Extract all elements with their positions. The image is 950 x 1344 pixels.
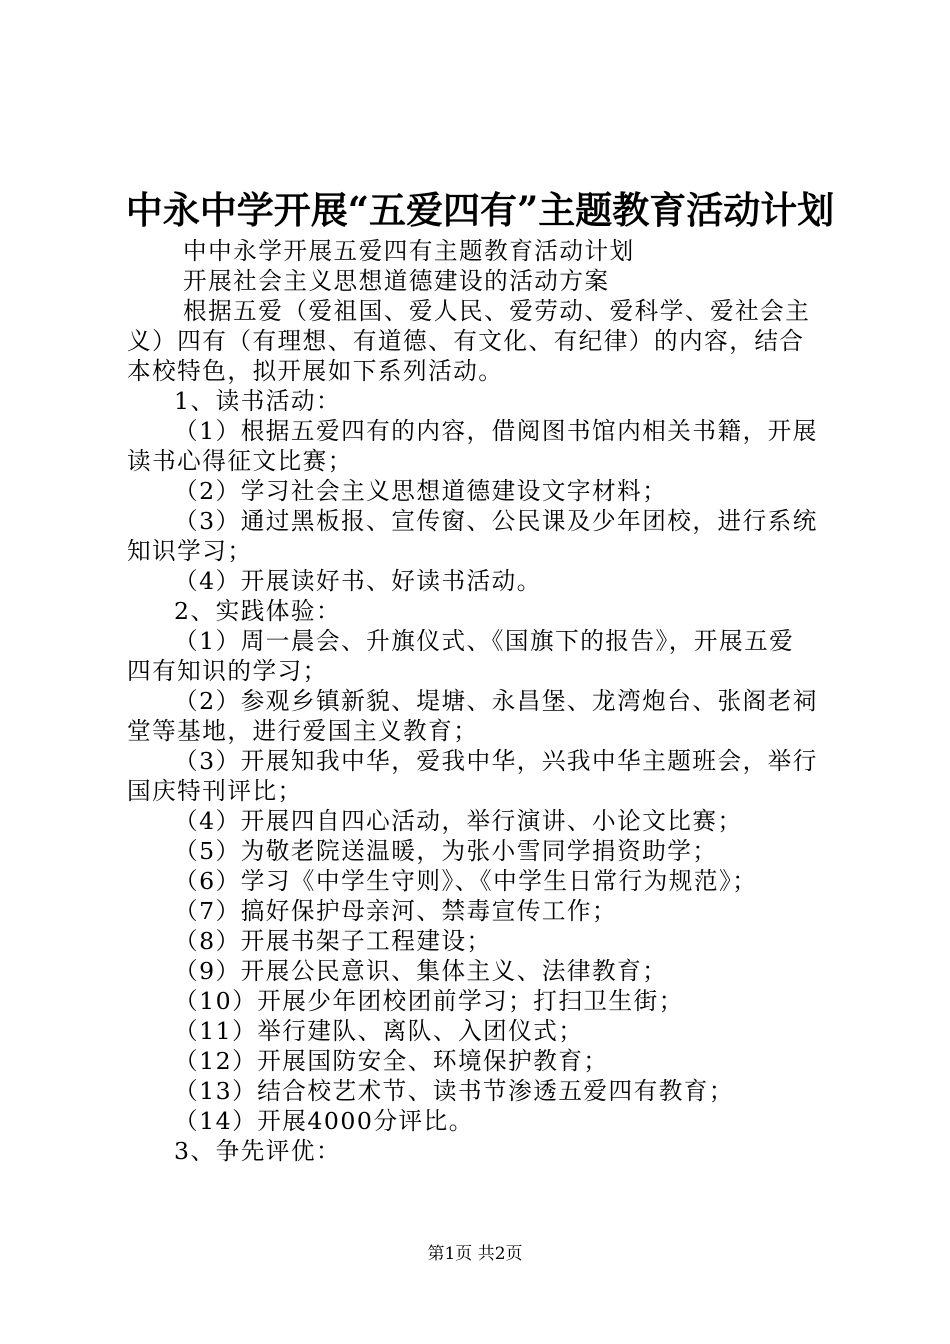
paragraph-line: 四有知识的学习； xyxy=(127,657,328,685)
page-footer: 第1页 共2页 xyxy=(427,1244,523,1264)
paragraph-line: （1）周一晨会、升旗仪式、《国旗下的报告》，开展五爱 xyxy=(174,627,795,655)
paragraph-line: （10）开展少年团校团前学习；打扫卫生街； xyxy=(174,987,684,1015)
paragraph-line: （2）参观乡镇新貌、堤塘、永昌堡、龙湾炮台、张阁老祠 xyxy=(174,687,818,715)
paragraph-line: （3）通过黑板报、宣传窗、公民课及少年团校，进行系统 xyxy=(174,507,818,535)
document-title: 中永中学开展“五爱四有”主题教育活动计划 xyxy=(125,188,835,232)
paragraph-line: 堂等基地，进行爱国主义教育； xyxy=(127,717,479,745)
paragraph-line: 1、读书活动： xyxy=(174,387,342,415)
paragraph-line: 3、争先评优： xyxy=(174,1137,342,1165)
paragraph-line: （4）开展四自四心活动，举行演讲、小论文比赛； xyxy=(174,807,743,835)
paragraph-line: （11）举行建队、离队、入团仪式； xyxy=(174,1017,584,1045)
paragraph-line: 读书心得征文比赛； xyxy=(127,447,353,475)
paragraph-line: 本校特色，拟开展如下系列活动。 xyxy=(127,357,504,385)
paragraph-line: （4）开展读好书、好读书活动。 xyxy=(174,567,542,595)
paragraph-line: （14）开展4000分评比。 xyxy=(174,1107,474,1135)
paragraph-line: （7）搞好保护母亲河、禁毒宣传工作； xyxy=(174,897,618,925)
paragraph-line: 知识学习； xyxy=(127,537,253,565)
paragraph-line: 国庆特刊评比； xyxy=(127,777,303,805)
paragraph-line: （5）为敬老院送温暖，为张小雪同学捐资助学； xyxy=(174,837,718,865)
paragraph-line: （13）结合校艺术节、读书节渗透五爱四有教育； xyxy=(174,1077,734,1105)
paragraph-line: 开展社会主义思想道德建设的活动方案 xyxy=(183,267,610,295)
paragraph-line: （3）开展知我中华，爱我中华，兴我中华主题班会，举行 xyxy=(174,747,818,775)
paragraph-line: 2、实践体验： xyxy=(174,597,342,625)
paragraph-line: （9）开展公民意识、集体主义、法律教育； xyxy=(174,957,668,985)
paragraph-line: （1）根据五爱四有的内容，借阅图书馆内相关书籍，开展 xyxy=(174,417,818,445)
paragraph-line: 中中永学开展五爱四有主题教育活动计划 xyxy=(183,237,635,265)
paragraph-line: （8）开展书架子工程建设； xyxy=(174,927,492,955)
paragraph-line: （6）学习《中学生守则》、《中学生日常行为规范》； xyxy=(174,867,758,895)
paragraph-line: 义）四有（有理想、有道德、有文化、有纪律）的内容，结合 xyxy=(127,327,805,355)
paragraph-line: （12）开展国防安全、环境保护教育； xyxy=(174,1047,609,1075)
document-body xyxy=(127,236,837,1166)
paragraph-line: 根据五爱（爱祖国、爱人民、爱劳动、爱科学、爱社会主 xyxy=(183,297,811,325)
paragraph-line: （2）学习社会主义思想道德建设文字材料； xyxy=(174,477,668,505)
